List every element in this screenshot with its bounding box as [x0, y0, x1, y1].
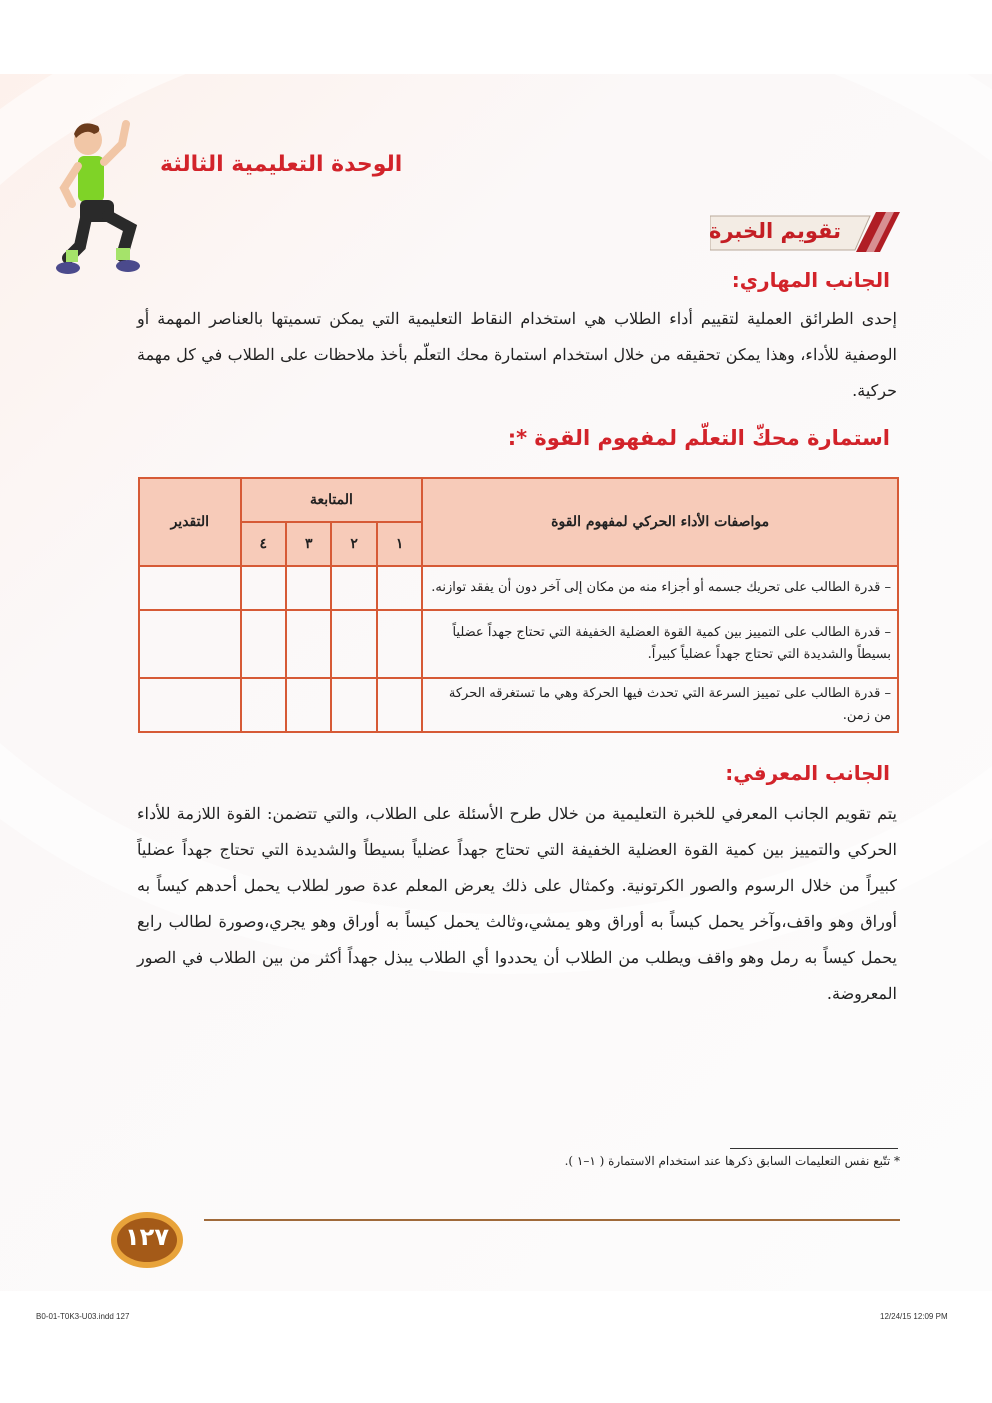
- table-row: [139, 566, 898, 610]
- footnote: * تتّبع نفس التعليمات السابق ذكرها عند استخدام الاستمارة ( ١–١ ).: [564, 1154, 900, 1168]
- unit-title: الوحدة التعليمية الثالثة: [160, 152, 403, 177]
- page-number-badge: [110, 1211, 184, 1269]
- section-title: تقويم الخبرة: [708, 219, 842, 243]
- cognitive-paragraph: يتم تقويم الجانب المعرفي للخبرة التعليمية من خلال طرح الأسئلة على الطلاب، والتي تتضمن: القوة اللازمة للأداء الحركي والتمييز بين كمية القوة العضلية الخفيفة التي تحتاج جهداً عضلياً بسيطاً والشديدة التي تحتاج جهداً عضلياً كبيراً من خلال الرسوم والصور الكرتونية. وكمثال على ذلك يعرض المعلم عدة صور لطلاب يحمل أحدهم كيساً به أوراق وهو واقف،وآخر يحمل كيساً به أوراق وهو يمشي،وثالث يحمل كيساً به أوراق وهو يجري،وصورة لطالب رابع يحمل كيساً به رمل وهو واقف ويطلب من الطلاب أن يحددوا أي الطلاب يبذل جهداً أكثر من بين الطلاب في الصور المعروضة.: [137, 804, 897, 1003]
- criterion-text: – قدرة الطالب على تمييز السرعة التي تحدث فيها الحركة وهي ما تستغرقه الحركة من زمن.: [422, 678, 898, 732]
- skill-paragraph: إحدى الطرائق العملية لتقييم أداء الطلاب هي استخدام النقاط التعليمية التي يمكن تسميتها بالعناصر المهمة أو الوصفية للأداء، وهذا يمكن تحقيقه من خلال استخدام استمارة محك التعلّم بأخذ ملاحظات على الطلاب في كل مهمة حركية.: [137, 309, 897, 400]
- table-header-row: [139, 478, 898, 522]
- criterion-text: – قدرة الطالب على تحريك جسمه أو أجزاء منه من مكان إلى آخر دون أن يفقد توازنه.: [422, 566, 898, 610]
- check-cell[interactable]: [377, 610, 422, 678]
- print-slug-file: B0-01-T0K3-U03.indd 127: [36, 1312, 130, 1321]
- grade-cell[interactable]: [139, 610, 241, 678]
- table-row: [139, 678, 898, 732]
- check-cell[interactable]: [286, 678, 331, 732]
- grade-cell[interactable]: [139, 678, 241, 732]
- check-cell[interactable]: [286, 566, 331, 610]
- check-cell[interactable]: [241, 610, 286, 678]
- check-cell[interactable]: [377, 566, 422, 610]
- form-heading: استمارة محكّ التعلّم لمفهوم القوة *:: [507, 426, 890, 450]
- check-cell[interactable]: [286, 610, 331, 678]
- grade-header: التقدير: [139, 478, 241, 566]
- check-cell[interactable]: [331, 610, 376, 678]
- skill-heading: الجانب المهاري:: [731, 268, 890, 292]
- table-row: [139, 610, 898, 678]
- follow-up-header: المتابعة: [241, 478, 423, 522]
- cognitive-heading: الجانب المعرفي:: [725, 761, 890, 785]
- learning-criteria-table: [138, 477, 899, 733]
- check-cell[interactable]: [331, 566, 376, 610]
- runner-illustration: [50, 116, 150, 276]
- print-slug-date: 12/24/15 12:09 PM: [880, 1312, 948, 1321]
- criterion-text: – قدرة الطالب على التمييز بين كمية القوة العضلية الخفيفة التي تحتاج جهداً عضلياً بسيطاً والشديدة التي تحتاج جهداً عضلياً كبيراً.: [422, 610, 898, 678]
- check-cell[interactable]: [377, 678, 422, 732]
- footnote-divider: [730, 1148, 898, 1149]
- check-cell[interactable]: [241, 566, 286, 610]
- page-number: ١٢٧: [125, 1223, 169, 1251]
- follow-up-col: ٣: [286, 522, 331, 566]
- page-background: [0, 74, 992, 1291]
- check-cell[interactable]: [241, 678, 286, 732]
- grade-cell[interactable]: [139, 566, 241, 610]
- check-cell[interactable]: [331, 678, 376, 732]
- follow-up-col: ١: [377, 522, 422, 566]
- follow-up-col: ٢: [331, 522, 376, 566]
- bottom-divider: [204, 1219, 900, 1221]
- follow-up-col: ٤: [241, 522, 286, 566]
- description-header: مواصفات الأداء الحركي لمفهوم القوة: [422, 478, 898, 566]
